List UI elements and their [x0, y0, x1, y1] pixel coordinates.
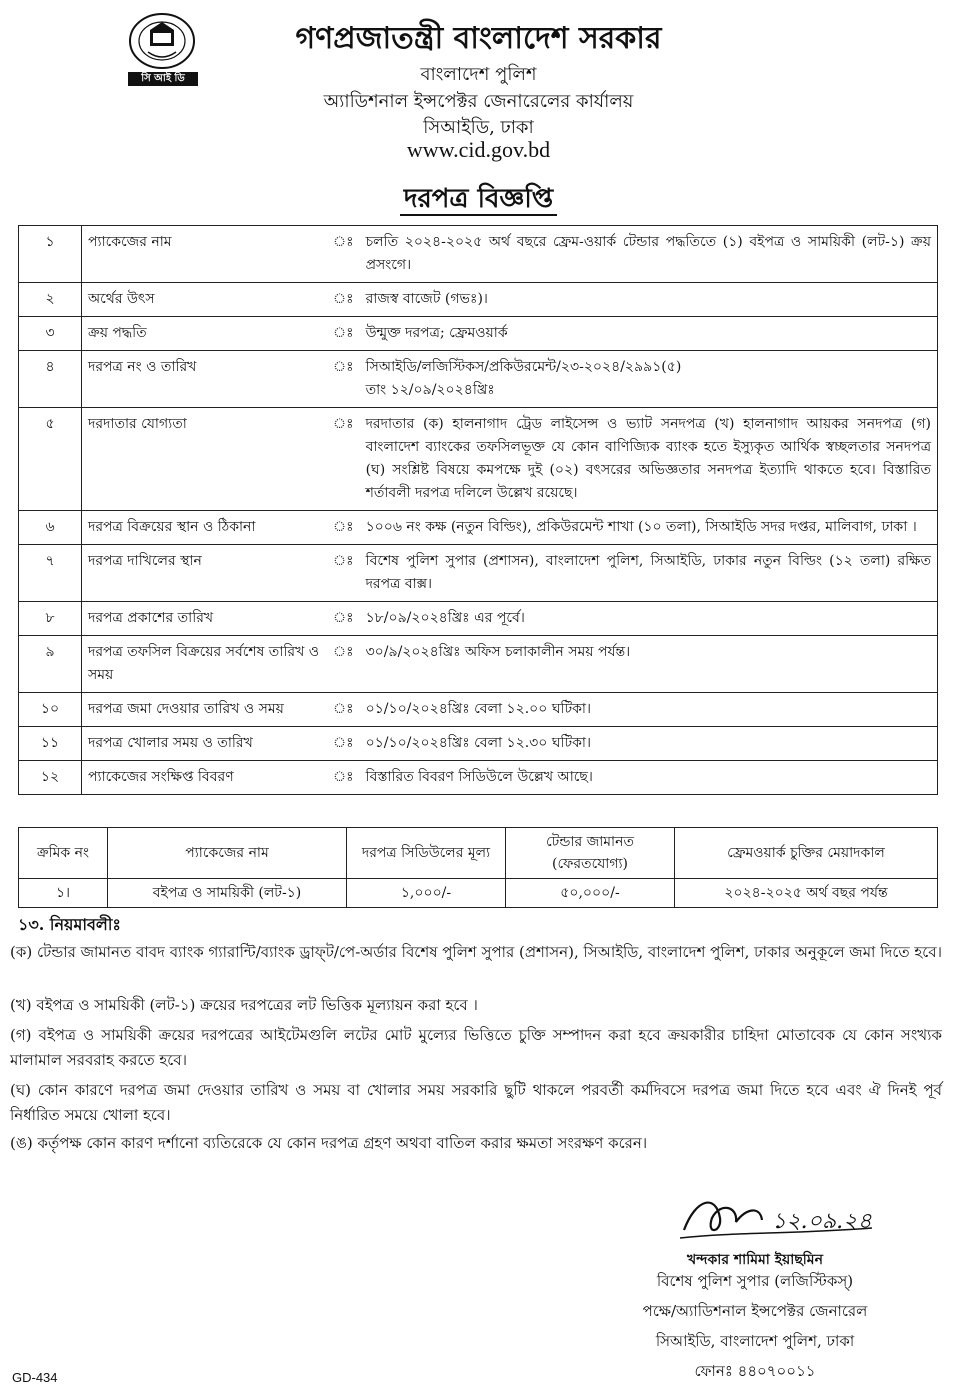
rule-label: (ঘ): [10, 1081, 31, 1099]
row-field-name: দরপত্র নং ও তারিখ: [82, 351, 328, 408]
row-colon: ঃ: [327, 226, 360, 283]
row-serial: ৭: [19, 545, 82, 602]
schedule-serial: ১।: [19, 879, 108, 908]
row-value-text: ০১/১০/২০২৪খ্রিঃ বেলা ১২.৩০ ঘটিকা।: [365, 735, 591, 751]
row-field-name: দরপত্র জমা দেওয়ার তারিখ ও সময়: [82, 693, 328, 727]
rule-text: কর্তৃপক্ষ কোন কারণ দর্শানো ব্যতিরেকে যে কোন দরপত্র গ্রহণ অথবা বাতিল করার ক্ষমতা সংরক্ষণ করেন।: [37, 1134, 648, 1152]
signature-mark: [676, 1188, 876, 1248]
row-field-name: প্যাকেজের নাম: [82, 226, 328, 283]
row-value-text: চলতি ২০২৪-২০২৫ অর্থ বছরে ফ্রেম-ওয়ার্ক টেন্ডার পদ্ধতিতে (১) বইপত্র ও সাময়িকী (লট-১) ক্রয় প্রসংগে।: [365, 234, 931, 273]
schedule-duration: ২০২৪-২০২৫ অর্থ বছর পর্যন্ত: [675, 879, 938, 908]
schedule-table: [18, 827, 938, 908]
info-row: [19, 351, 938, 408]
rule-item: [10, 940, 942, 965]
header-duration: ফ্রেমওয়ার্ক চুক্তির মেয়াদকাল: [675, 828, 938, 879]
row-value: [360, 545, 938, 602]
schedule-header-row: [19, 828, 938, 879]
row-value-text: বিশেষ পুলিশ সুপার (প্রশাসন), বাংলাদেশ পুলিশ, সিআইডি, ঢাকার নতুন বিল্ডিং (১২ তলা) রক্ষিত দরপত্র বাক্স।: [365, 553, 931, 592]
row-value: [360, 636, 938, 693]
info-row: [19, 693, 938, 727]
rule-item: [10, 1078, 942, 1128]
office-location: সিআইডি, ঢাকা: [423, 117, 534, 138]
row-value-text: বিস্তারিত বিবরণ সিডিউলে উল্লেখ আছে।: [365, 769, 593, 785]
signatory-name: খন্দকার শামিমা ইয়াছমিন: [687, 1252, 823, 1268]
row-value-text: উন্মুক্ত দরপত্র; ফ্রেমওয়ার্ক: [365, 325, 508, 341]
rule-text: বইপত্র ও সাময়িকী ক্রয়ের দরপত্রের আইটেমগুলি লটের মোট মুল্যের ভিত্তিতে চুক্তি সম্পাদন করা হবে ক্রয়কারীর চাহিদা মোতাবেক যে কোন সংখ্যক মালামাল সরবরাহ করতে হবে।: [10, 1026, 942, 1069]
header-serial: ক্রমিক নং: [19, 828, 108, 879]
row-serial: ৬: [19, 511, 82, 545]
rule-label: (ঙ): [10, 1134, 33, 1152]
row-value: [360, 317, 938, 351]
row-colon: ঃ: [327, 727, 360, 761]
row-field-name: অর্থের উৎস: [82, 283, 328, 317]
info-row: [19, 761, 938, 795]
rules-title: ১৩. নিয়মাবলীঃ: [18, 915, 121, 934]
row-value: [360, 226, 938, 283]
row-serial: ১: [19, 226, 82, 283]
info-row: [19, 408, 938, 511]
row-serial: ২: [19, 283, 82, 317]
row-serial: ৫: [19, 408, 82, 511]
row-field-name: দরপত্র তফসিল বিক্রয়ের সর্বশেষ তারিখ ও সময়: [82, 636, 328, 693]
row-field-name: দরপত্র খোলার সময় ও তারিখ: [82, 727, 328, 761]
row-field-name: দরদাতার যোগ্যতা: [82, 408, 328, 511]
schedule-price: ১,০০০/-: [347, 879, 506, 908]
signatory-on-behalf: পক্ষে/অ্যাডিশনাল ইন্সপেক্টর জেনারেল: [642, 1302, 868, 1320]
row-colon: ঃ: [327, 317, 360, 351]
gd-code: GD-434: [12, 1370, 58, 1385]
tender-info-table: [18, 225, 938, 795]
department-name: বাংলাদেশ পুলিশ: [420, 64, 537, 85]
schedule-package: বইপত্র ও সাময়িকী (লট-১): [108, 879, 347, 908]
rule-text: বইপত্র ও সাময়িকী (লট-১) ক্রয়ের দরপত্রের লট ভিত্তিক মূল্যায়ন করা হবে ।: [36, 996, 478, 1014]
info-row: [19, 317, 938, 351]
row-value: [360, 408, 938, 511]
row-colon: ঃ: [327, 761, 360, 795]
header-security: টেন্ডার জামানত (ফেরতযোগ্য): [506, 828, 675, 879]
row-colon: ঃ: [327, 351, 360, 408]
info-row: [19, 545, 938, 602]
logo-badge: সি আই ডি: [128, 72, 198, 86]
rule-item: [10, 1023, 942, 1073]
row-value-text: ০১/১০/২০২৪খ্রিঃ বেলা ১২.০০ ঘটিকা।: [365, 701, 591, 717]
row-serial: ১০: [19, 693, 82, 727]
row-field-name: দরপত্র বিক্রয়ের স্থান ও ঠিকানা: [82, 511, 328, 545]
row-serial: ৯: [19, 636, 82, 693]
row-field-name: ক্রয় পদ্ধতি: [82, 317, 328, 351]
office-name: অ্যাডিশনাল ইন্সপেক্টর জেনারেলের কার্যালয়: [323, 91, 634, 112]
row-value-date: তাং ১২/০৯/২০২৪খ্রিঃ: [365, 382, 495, 398]
row-value-text: ১০০৬ নং কক্ষ (নতুন বিল্ডিং), প্রকিউরমেন্ট শাখা (১০ তলা), সিআইডি সদর দপ্তর, মালিবাগ, ঢাকা ।: [365, 519, 917, 535]
schedule-security: ৫০,০০০/-: [506, 879, 675, 908]
row-colon: ঃ: [327, 602, 360, 636]
rule-label: (ক): [10, 943, 33, 961]
row-serial: ১২: [19, 761, 82, 795]
row-value-text: ১৮/০৯/২০২৪খ্রিঃ এর পূর্বে।: [365, 610, 525, 626]
rule-label: (গ): [10, 1026, 32, 1044]
header-price: দরপত্র সিডিউলের মূল্য: [347, 828, 506, 879]
row-value: [360, 693, 938, 727]
row-value: [360, 761, 938, 795]
info-row: [19, 226, 938, 283]
row-colon: ঃ: [327, 408, 360, 511]
row-value: [360, 351, 938, 408]
row-value-text: দরদাতার (ক) হালনাগাদ ট্রেড লাইসেন্স ও ভ্যাট সনদপত্র (খ) হালনাগাদ আয়কর সনদপত্র (গ) বাংলাদেশ ব্যাংকের তফসিলভূক্ত যে কোন বাণিজ্যিক ব্যাংক হতে ইস্যুকৃত আর্থিক স্বচ্ছলতার সনদপত্র (ঘ) সংশ্লিষ্ট বিষয়ে কমপক্ষে দুই (০২) বৎসরের অভিজ্ঞতার সনদপত্র ইত্যাদি থাকতে হবে। বিস্তারিত শর্তাবলী দরপত্র দলিলে উল্লেখ রয়েছে।: [365, 416, 931, 501]
row-field-name: দরপত্র প্রকাশের তারিখ: [82, 602, 328, 636]
signatory-office: সিআইডি, বাংলাদেশ পুলিশ, ঢাকা: [655, 1332, 855, 1350]
schedule-row: [19, 879, 938, 908]
info-row: [19, 727, 938, 761]
row-serial: ১১: [19, 727, 82, 761]
rule-label: (খ): [10, 996, 32, 1014]
row-value: [360, 602, 938, 636]
row-colon: ঃ: [327, 636, 360, 693]
row-value: [360, 283, 938, 317]
signature-date: ১২.০৯.২৪: [772, 1209, 872, 1234]
row-value: [360, 511, 938, 545]
info-row: [19, 602, 938, 636]
row-value: [360, 727, 938, 761]
row-value-text: সিআইডি/লজিস্টিকস/প্রকিউরমেন্ট/২৩-২০২৪/২৯৯১(৫): [365, 359, 682, 375]
signatory-phone: ফোনঃ ৪৪০৭০০১১: [694, 1362, 816, 1380]
government-title: গণপ্রজাতন্ত্রী বাংলাদেশ সরকার: [295, 21, 662, 56]
row-serial: ৩: [19, 317, 82, 351]
info-row: [19, 636, 938, 693]
row-field-name: প্যাকেজের সংক্ষিপ্ত বিবরণ: [82, 761, 328, 795]
row-serial: ৪: [19, 351, 82, 408]
header-package: প্যাকেজের নাম: [108, 828, 347, 879]
rule-text: কোন কারণে দরপত্র জমা দেওয়ার তারিখ ও সময় বা খোলার সময় সরকারি ছুটি থাকলে পরবর্তী কর্মদিবসে দরপত্র জমা দিতে হবে এবং ঐ দিনই পূর্ব নির্ধারিত সময়ে খোলা হবে।: [10, 1081, 942, 1124]
notice-title-text: দরপত্র বিজ্ঞপ্তি: [400, 184, 557, 216]
rule-item: [10, 1131, 942, 1156]
row-serial: ৮: [19, 602, 82, 636]
row-colon: ঃ: [327, 545, 360, 602]
rule-text: টেন্ডার জামানত বাবদ ব্যাংক গ্যারান্টি/ব্যাংক ড্রাফ্‌ট/পে-অর্ডার বিশেষ পুলিশ সুপার (প্রশাসন), সিআইডি, বাংলাদেশ পুলিশ, ঢাকার অনুকূলে জমা দিতে হবে।: [36, 943, 942, 961]
signatory-designation: বিশেষ পুলিশ সুপার (লজিস্টিকস্‌): [656, 1272, 854, 1290]
info-row: [19, 283, 938, 317]
notice-title: [0, 178, 957, 222]
row-colon: ঃ: [327, 283, 360, 317]
row-value-text: রাজস্ব বাজেট (গভঃ)।: [365, 291, 488, 307]
row-colon: ঃ: [327, 511, 360, 545]
row-value-text: ৩০/৯/২০২৪খ্রিঃ অফিস চলাকালীন সময় পর্যন্ত।: [365, 644, 631, 660]
info-row: [19, 511, 938, 545]
row-colon: ঃ: [327, 693, 360, 727]
row-field-name: দরপত্র দাখিলের স্থান: [82, 545, 328, 602]
rule-item: [10, 993, 942, 1018]
website-link[interactable]: www.cid.gov.bd: [406, 137, 551, 162]
